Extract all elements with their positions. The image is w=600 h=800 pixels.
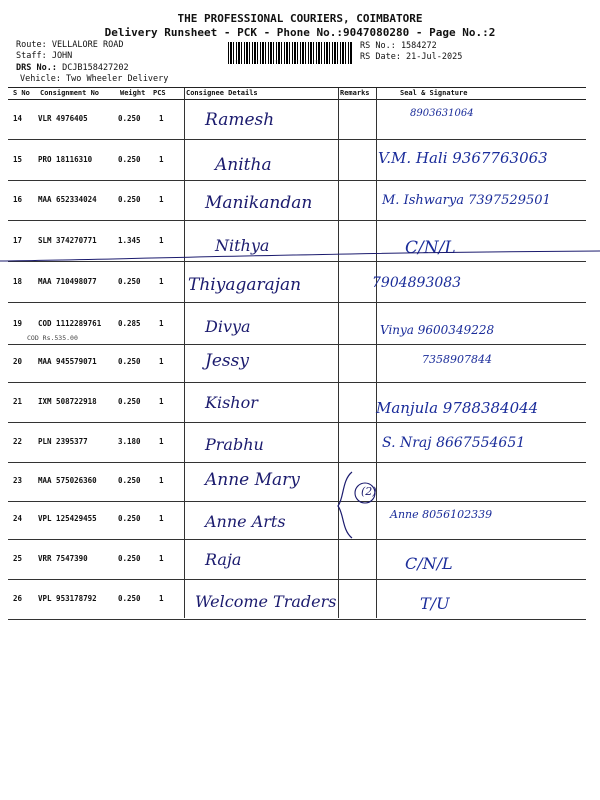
signature-handwritten: C/N/L [405,554,453,573]
weight: 0.250 [118,594,141,603]
cod-amount: COD Rs.535.00 [27,334,78,342]
consignment-number: MAA 575026360 [38,476,97,485]
serial-number: 14 [13,114,23,123]
table-row [8,383,586,423]
drs-value: DCJB158427202 [62,63,129,73]
barcode [228,42,353,64]
row-divider [8,220,586,221]
pieces: 1 [159,277,164,286]
weight: 0.250 [118,277,141,286]
row-divider [8,302,586,303]
weight: 1.345 [118,236,141,245]
consignment-number: MAA 945579071 [38,357,97,366]
pieces: 1 [159,397,164,406]
consignment-number: MAA 652334024 [38,195,97,204]
consignee-handwritten: Ramesh [205,110,275,130]
weight: 0.250 [118,514,141,523]
rs-number: RS No.: 1584272 [360,41,437,51]
consignment-number: SLM 374270771 [38,236,97,245]
weight: 0.250 [118,357,141,366]
weight: 0.250 [118,114,141,123]
consignment-number: VLR 4976405 [38,114,88,123]
col-consignment: Consignment No [40,89,100,97]
table-row [8,580,586,620]
weight: 0.250 [118,155,141,164]
signature-handwritten: 7358907844 [422,353,492,366]
consignee-handwritten: Anitha [215,155,272,175]
pieces: 1 [159,554,164,563]
pieces: 1 [159,514,164,523]
pieces: 1 [159,114,164,123]
signature-handwritten: Manjula 9788384044 [376,399,539,417]
consignee-handwritten: Jessy [205,351,249,371]
table-row [8,181,586,221]
stray-pen-line [0,249,600,265]
staff: Staff: JOHN [16,51,73,61]
signature-handwritten: Vinya 9600349228 [380,323,495,337]
serial-number: 16 [13,195,23,204]
consignee-handwritten: Prabhu [205,435,264,454]
pieces: 1 [159,476,164,485]
serial-number: 15 [13,155,23,164]
pieces: 1 [159,155,164,164]
pieces: 1 [159,357,164,366]
serial-number: 23 [13,476,23,485]
pieces: 1 [159,319,164,328]
table-row [8,540,586,580]
serial-number: 25 [13,554,23,563]
consignment-number: MAA 710498077 [38,277,97,286]
consignment-number: VPL 125429455 [38,514,97,523]
weight: 0.250 [118,195,141,204]
pieces: 1 [159,195,164,204]
signature-handwritten: V.M. Hali 9367763063 [378,149,548,167]
drs-number [16,63,129,73]
serial-number: 21 [13,397,23,406]
weight: 0.250 [118,397,141,406]
col-pcs: PCS [153,89,166,97]
brace-note: (2) [361,485,377,498]
col-sno: S No [13,89,30,97]
signature-handwritten: 7904893083 [372,275,462,291]
pieces: 1 [159,437,164,446]
route: Route: VELLALORE ROAD [16,40,124,50]
signature-handwritten: S. Nraj 8667554651 [382,435,526,451]
consignee-handwritten: Thiyagarajan [188,275,302,295]
table-row [8,141,586,181]
weight: 0.285 [118,319,141,328]
row-divider [8,139,586,140]
serial-number: 17 [13,236,23,245]
serial-number: 26 [13,594,23,603]
pieces: 1 [159,594,164,603]
signature-handwritten: 8903631064 [410,108,474,119]
serial-number: 24 [13,514,23,523]
consignment-number: IXM 508722918 [38,397,97,406]
signature-handwritten: M. Ishwarya 7397529501 [382,193,551,208]
serial-number: 18 [13,277,23,286]
serial-number: 20 [13,357,23,366]
signature-handwritten: T/U [420,594,450,613]
weight: 0.250 [118,476,141,485]
col-consignee: Consignee Details [186,89,258,97]
consignee-handwritten: Manikandan [205,193,313,213]
serial-number: 22 [13,437,23,446]
consignee-handwritten: Nithya [215,236,270,255]
signature-handwritten: Anne 8056102339 [390,508,493,521]
consignee-handwritten: Raja [205,550,242,569]
pieces: 1 [159,236,164,245]
drs-label: DRS No.: [16,63,57,73]
consignment-number: VPL 953178792 [38,594,97,603]
weight: 3.180 [118,437,141,446]
col-weight: Weight [120,89,146,97]
consignment-number: COD 1112289761 [38,319,102,328]
signature-handwritten: C/N/L [405,238,456,258]
runsheet-table [8,87,586,613]
consignee-handwritten: Kishor [205,393,258,412]
table-row [8,423,586,463]
col-signature: Seal & Signature [400,89,468,97]
consignee-handwritten: Divya [205,317,251,336]
col-remarks: Remarks [340,89,370,97]
table-row [8,500,586,540]
consignment-number: PRO 18116310 [38,155,93,164]
consignee-handwritten: Anne Mary [205,470,300,490]
consignee-handwritten: Anne Arts [205,512,286,531]
consignment-number: VRR 7547390 [38,554,88,563]
consignee-handwritten: Welcome Traders [195,592,337,611]
table-row [8,305,586,345]
vehicle: Vehicle: Two Wheeler Delivery [20,74,169,84]
table-row [8,263,586,303]
row-divider [8,619,586,620]
serial-number: 19 [13,319,23,328]
weight: 0.250 [118,554,141,563]
runsheet-title: Delivery Runsheet - PCK - Phone No.:9047080280 - Page No.:2 [104,26,496,39]
table-row [8,100,586,140]
company-name: THE PROFESSIONAL COURIERS, COIMBATORE [177,12,423,25]
table-row [8,462,586,502]
consignment-number: PLN 2395377 [38,437,88,446]
table-row [8,343,586,383]
rs-date: RS Date: 21-Jul-2025 [360,52,463,62]
brace-mark [330,470,380,540]
